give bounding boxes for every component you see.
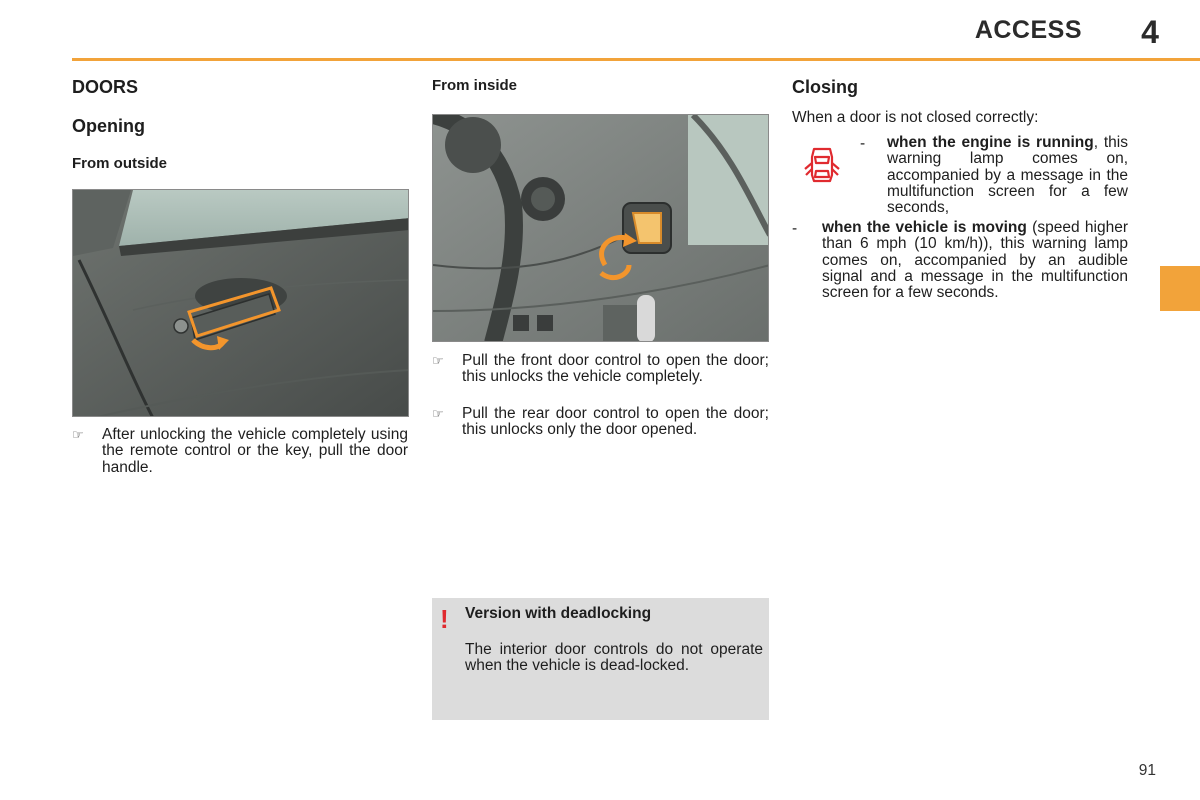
list-dash: -: [792, 220, 798, 237]
instruction-bullet: [432, 405, 769, 439]
instruction-bullet: [72, 426, 408, 476]
closing-condition-vehicle-moving: [822, 220, 1128, 301]
subsection-heading-closing: Closing: [792, 77, 858, 97]
note-text: The interior door controls do not operate when the vehicle is dead-locked.: [465, 641, 763, 675]
exterior-door-handle-illustration: [72, 189, 409, 417]
page-number: 91: [1138, 762, 1156, 779]
door-open-warning-icon: [804, 145, 840, 187]
closing-condition-engine-running: [887, 135, 1128, 216]
chapter-side-tab: [1160, 266, 1200, 311]
condition-label: when the engine is running: [887, 134, 1094, 151]
instruction-text: After unlocking the vehicle completely using the remote control or the key, pull the door handle.: [102, 426, 408, 476]
heading-from-outside: From outside: [72, 155, 168, 172]
exclamation-warning-icon: !: [440, 604, 449, 634]
chapter-number: 4: [1141, 14, 1159, 50]
condition-text: (speed higher than 6 mph (10 km/h)), this warning lamp comes on, accompanied by an audible signal and a message in the multifunction screen for a few seconds.: [822, 219, 1128, 302]
interior-door-control-illustration: [432, 114, 769, 342]
instruction-text: Pull the rear door control to open the door; this unlocks only the door opened.: [462, 405, 769, 439]
list-dash: -: [860, 135, 866, 152]
instruction-text: Pull the front door control to open the door; this unlocks the vehicle completely.: [462, 352, 769, 386]
instruction-bullet: [432, 352, 769, 386]
note-title: Version with deadlocking: [465, 605, 652, 622]
condition-text: , this warning lamp comes on, accompanied by a message in the multifunction screen for a few seconds,: [887, 134, 1128, 217]
closing-intro: When a door is not closed correctly:: [792, 109, 1039, 126]
section-heading-doors: DOORS: [72, 77, 139, 97]
pointing-hand-icon: ☞: [72, 427, 84, 442]
condition-label: when the vehicle is moving: [822, 219, 1027, 236]
chapter-title: ACCESS: [974, 16, 1082, 44]
heading-from-inside: From inside: [432, 77, 518, 94]
subsection-heading-opening: Opening: [72, 116, 145, 136]
pointing-hand-icon: ☞: [432, 353, 444, 368]
header-rule: [72, 58, 1200, 61]
pointing-hand-icon: ☞: [432, 406, 444, 421]
